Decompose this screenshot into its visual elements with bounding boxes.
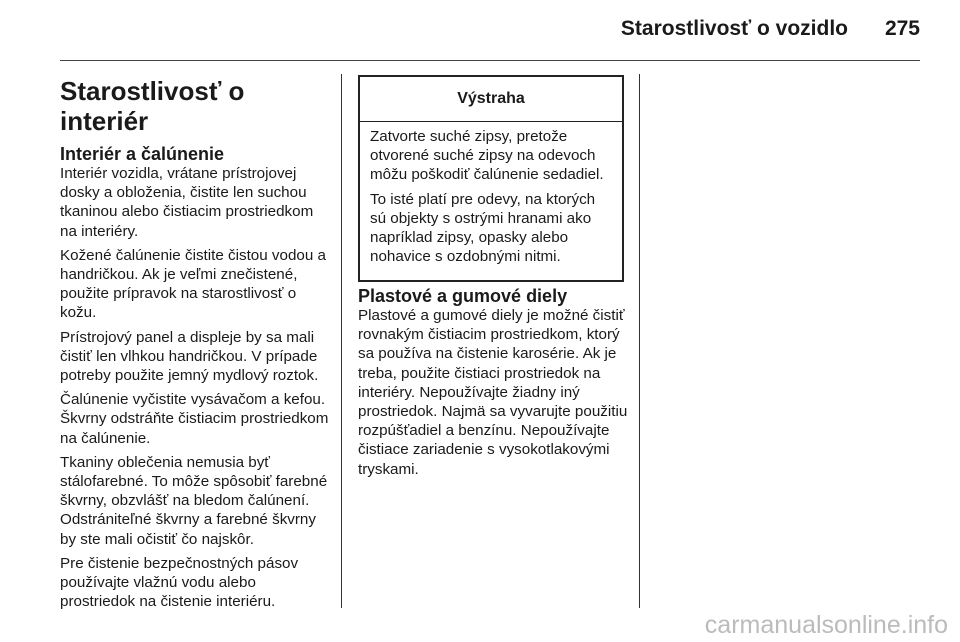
header-divider (60, 60, 920, 61)
column-divider-right (639, 74, 640, 608)
subsection-title: Interiér a čalúnenie (60, 144, 225, 164)
warning-body (360, 122, 622, 266)
left-column (60, 76, 332, 616)
section-title: Starostlivosť o interiér (60, 76, 245, 136)
column-divider-left (341, 74, 342, 608)
warning-paragraph: To isté platí pre odevy, na ktorých sú objekty s ostrými hranami ako napríklad zipsy, opasky alebo nohavice s ozdobnými nitmi. (370, 190, 596, 266)
paragraph: Čalúnenie vyčistite vysávačom a kefou. Škvrny odstráňte čistiacim prostriedkom na čalúnenie. (60, 391, 329, 447)
paragraph: Prístrojový panel a displeje by sa mali čistiť len vlhkou handričkou. V prípade potreby použite jemný mydlový roztok. (60, 328, 319, 385)
warning-paragraph: Zatvorte suché zipsy, pretože otvorené suché zipsy na odevoch môžu poškodiť čalúnenie sedadiel. (370, 128, 604, 184)
paragraph: Plastové a gumové diely je možné čistiť rovnakým čistiacim prostriedkom, ktorý sa používa na čistenie karosérie. Ak je treba, použite čistiaci prostriedok na interiéry. Nepoužívajte žiadny iný prostriedok. Najmä sa vyvarujte použitiu rozpúšťadiel a benzínu. Nepoužívajte čistiace zariadenie s vysokotlakovými tryskami. (358, 307, 628, 478)
page-number: 275 (884, 17, 920, 40)
warning-heading: Výstraha (360, 77, 622, 122)
paragraph: Tkaniny oblečenia nemusia byť stálofarebné. To môže spôsobiť farebné škvrny, obzvlášť na bledom čalúnení. Odstrániteľné škvrny a farebné škvrny by ste mali očistiť čo najskôr. (60, 453, 328, 548)
chapter-title: Starostlivosť o vozidlo (620, 17, 848, 40)
paragraph: Pre čistenie bezpečnostných pásov používajte vlažnú vodu alebo prostriedok na čistenie interiéru. (60, 554, 299, 611)
paragraph: Interiér vozidla, vrátane prístrojovej dosky a obloženia, čistite len suchou tkaninou alebo čistiacim prostriedkom na interiéry. (60, 165, 314, 240)
watermark: carmanualsonline.info (704, 611, 948, 639)
paragraph: Kožené čalúnenie čistite čistou vodou a handričkou. Ak je veľmi znečistené, použite prípravok na starostlivosť o kožu. (60, 246, 326, 322)
warning-box (358, 75, 624, 282)
middle-column (358, 286, 630, 484)
subsection-title: Plastové a gumové diely (358, 286, 568, 306)
